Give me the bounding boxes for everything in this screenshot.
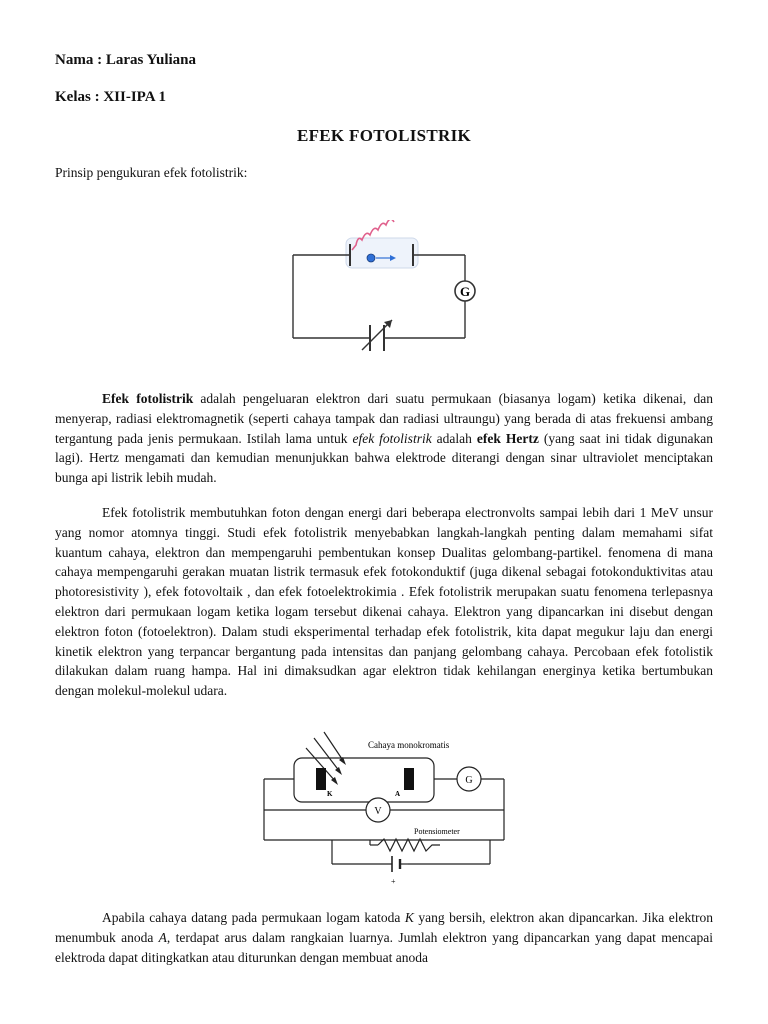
- page-title: EFEK FOTOLISTRIK: [296, 126, 472, 145]
- anode-plate: [404, 768, 414, 790]
- term-efek-fotolistrik: Efek fotolistrik: [102, 391, 194, 406]
- cathode-plate: [316, 768, 326, 790]
- paragraph-2: [55, 503, 713, 701]
- galvanometer-symbol: G: [465, 775, 473, 786]
- term-efek-fotolistrik-italic: efek fotolistrik: [352, 430, 432, 446]
- paragraph-1-text-b: adalah: [431, 430, 477, 446]
- photoelectric-apparatus-diagram: [258, 728, 518, 890]
- paragraph-2-text: Efek fotolistrik membutuhkan foton dengan energi dari beberapa electronvolts sampai lebih dari 1 MeV unsur yang nomor atomnya tinggi. Studi efek fotolistrik menyebabkan langkah-langkah penting dalam memahami sifat kuantum cahaya, elektron dan mempengaruhi pembentukan konsep Dualitas gelombang-partikel. fenomena di mana cahaya mempengaruhi gerakan muatan listrik termasuk efek fotokonduktif (juga dikenal sebagai fotokonduktivitas atau photoresistivity ), efek fotovoltaik , dan efek fotoelektrokimia . Efek fotolistrik merupakan suatu fenomena terlepasnya elektron dari permukaan logam ketika logam tersebut dikenai cahaya. Elektron yang dipancarkan ini disebut dengan elektron foton (fotoelektron). Dalam studi eksperimental terhadap efek fotolistrik, kita dapat megukur laju dan energi kinetik elektron yang terpancar bergantung pada intensitas dan panjang gelombang cahaya. Percobaan efek fotolistik dilakukan dalam ruang hampa. Hal ini dimaksudkan agar elektron tidak kehilangan energinya ketika bertumbukan dengan molekul-molekul udara.: [55, 505, 713, 699]
- paragraph-3-text-b: yang bersih, elektron akan dipancarkan. Jika elektron menumbuk anoda: [55, 910, 713, 945]
- paragraph-1-text-c: (yang saat ini tidak digunakan lagi). Hertz mengamati dan kemudian menunjukkan bahwa elektrode diterangi dengan sinar ultraviolet menciptakan bunga api listrik lebih mudah.: [55, 430, 713, 486]
- paragraph-3-text-a: Apabila cahaya datang pada permukaan logam katoda: [102, 910, 405, 925]
- battery-plus-label: +: [391, 877, 396, 886]
- voltmeter-symbol: V: [374, 806, 382, 817]
- paragraph-3-text-c: , terdapat arus dalam rangkaian luarnya. Jumlah elektron yang dipancarkan yang dapat mencapai elektroda dapat ditingkatkan atau diturunkan dengan membuat anoda: [55, 929, 713, 965]
- paragraph-1-text-a: adalah pengeluaran elektron dari suatu permukaan (biasanya logam) ketika dikenai, dan menyerap, radiasi elektromagnetik (seperti cahaya tampak dan radiasi ultraungu) yang berada di atas frekuensi ambang tergantung pada jenis permukaan. Istilah lama untuk: [55, 391, 713, 446]
- cathode-label: K: [327, 790, 333, 798]
- paragraph-3: [55, 908, 713, 967]
- paragraph-1: [55, 389, 713, 488]
- galvanometer-label: G: [459, 284, 471, 299]
- light-label: Cahaya monokromatis: [368, 740, 450, 750]
- term-efek-hertz: efek Hertz: [476, 430, 539, 446]
- intro-text: Prinsip pengukuran efek fotolistrik:: [55, 165, 248, 180]
- student-name: Nama : Laras Yuliana: [55, 52, 196, 68]
- photoelectric-circuit-diagram: [280, 220, 490, 360]
- electron-icon: [367, 254, 375, 262]
- student-class: Kelas : XII-IPA 1: [55, 89, 166, 105]
- potentiometer-label: Potensiometer: [414, 827, 460, 836]
- cathode-symbol-inline: K: [404, 910, 414, 925]
- anode-symbol-inline: A: [158, 929, 167, 945]
- anode-label: A: [395, 790, 401, 798]
